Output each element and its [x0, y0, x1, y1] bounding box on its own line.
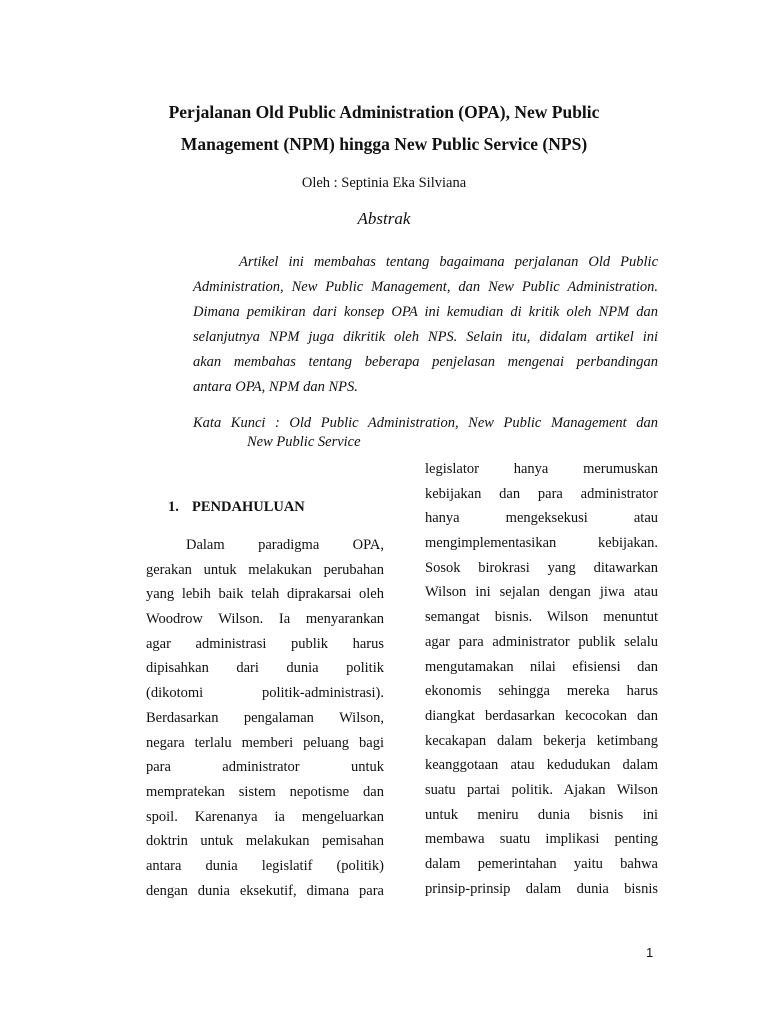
right-column	[425, 457, 658, 901]
body-line: (dikotomi politik-administrasi).	[146, 685, 384, 702]
body-line: Woodrow Wilson. Ia menyarankan	[146, 611, 384, 628]
abstract-line: Administration, New Public Management, dan New Public Administration.	[193, 279, 658, 295]
body-line: legislator hanya merumuskan	[425, 461, 658, 477]
body-line: Wilson ini sejalan dengan jiwa atau	[425, 584, 658, 601]
body-line: gerakan untuk melakukan perubahan	[146, 561, 384, 578]
page-number: 1	[646, 945, 654, 960]
abstract-line: antara OPA, NPM dan NPS.	[193, 379, 358, 395]
section-title: PENDAHULUAN	[192, 499, 305, 515]
body-line: kebijakan dan para administrator	[425, 485, 658, 502]
title-line: Perjalanan Old Public Administration (OPA), New Public	[168, 102, 600, 122]
body-line: hanya mengeksekusi atau	[425, 510, 658, 527]
abstract-body	[193, 250, 658, 400]
section-number: 1.	[168, 499, 179, 515]
body-line: Dalam paradigma OPA,	[186, 537, 384, 553]
abstract-line: Artikel ini membahas tentang bagaimana perjalanan Old Public	[239, 254, 658, 270]
author-line: Oleh : Septinia Eka Silviana	[301, 175, 467, 191]
body-line: mempratekan sistem nepotisme dan	[146, 783, 384, 800]
body-line: ekonomis sehingga mereka harus	[425, 683, 658, 700]
body-line: mengimplementasikan kebijakan.	[425, 535, 658, 552]
body-line: dipisahkan dari dunia politik	[146, 660, 384, 677]
body-line: keanggotaan atau kedudukan dalam	[425, 757, 658, 774]
body-line: untuk meniru dunia bisnis ini	[425, 806, 658, 823]
keywords-line: Kata Kunci : Old Public Administration, New Public Management dan	[193, 415, 658, 431]
section-heading	[168, 497, 305, 517]
body-line: negara terlalu memberi peluang bagi	[146, 734, 384, 751]
abstract-line: Dimana pemikiran dari konsep OPA ini kemudian di kritik oleh NPM dan	[193, 304, 658, 320]
body-line: Berdasarkan pengalaman Wilson,	[146, 709, 384, 726]
paper-title	[120, 96, 648, 160]
keywords-line: New Public Service	[247, 434, 361, 450]
keywords	[193, 414, 658, 452]
abstract-line: selanjutnya NPM juga dikritik oleh NPS. Selain itu, didalam artikel ini	[193, 329, 658, 345]
body-line: kecakapan dalam bekerja ketimbang	[425, 732, 658, 749]
body-line: Sosok birokrasi yang ditawarkan	[425, 559, 658, 576]
body-line: doktrin untuk melakukan pemisahan	[146, 833, 384, 850]
body-line: agar para administrator publik selalu	[425, 633, 658, 650]
body-line: dengan dunia eksekutif, dimana para	[146, 882, 384, 899]
body-line: dalam pemerintahan yaitu bahwa	[425, 856, 658, 872]
body-line: para administrator untuk	[146, 759, 384, 776]
body-line: prinsip-prinsip dalam dunia bisnis	[425, 880, 658, 897]
body-line: suatu partai politik. Ajakan Wilson	[425, 781, 658, 798]
body-line: semangat bisnis. Wilson menuntut	[425, 609, 658, 626]
body-line: mengutamakan nilai efisiensi dan	[425, 658, 658, 675]
body-line: yang lebih baik telah diprakarsai oleh	[146, 586, 384, 603]
body-line: antara dunia legislatif (politik)	[146, 857, 384, 874]
abstract-heading: Abstrak	[357, 209, 411, 228]
abstract-line: akan membahas tentang beberapa penjelasan mengenai perbandingan	[193, 354, 658, 370]
body-line: diangkat berdasarkan kecocokan dan	[425, 707, 658, 724]
body-line: membawa suatu implikasi penting	[425, 831, 658, 848]
title-line: Management (NPM) hingga New Public Service (NPS)	[180, 134, 588, 154]
body-line: spoil. Karenanya ia mengeluarkan	[146, 808, 384, 825]
body-line: agar administrasi publik harus	[146, 635, 384, 652]
left-column	[146, 533, 384, 903]
